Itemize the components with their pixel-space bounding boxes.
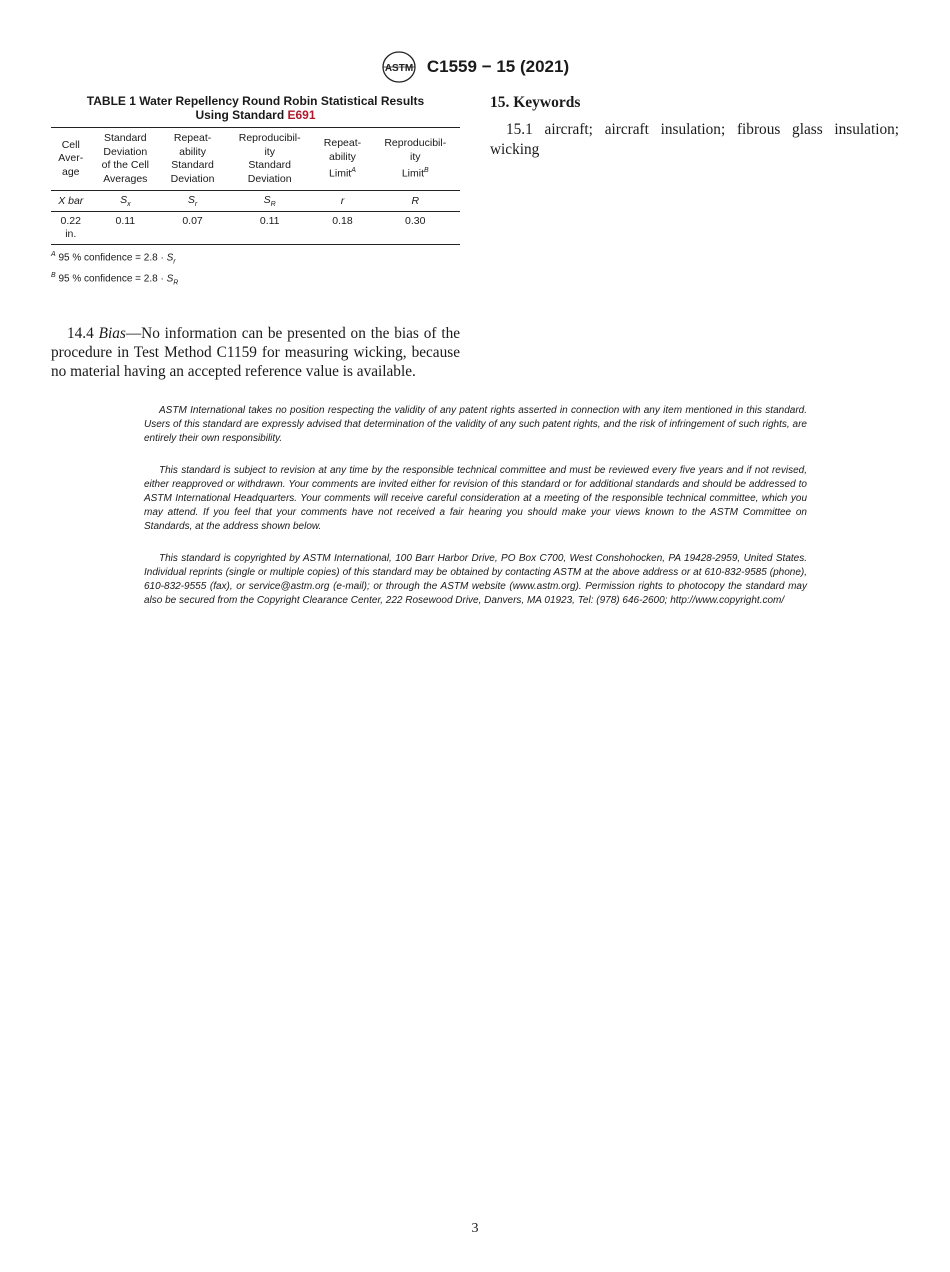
svg-text:ASTM: ASTM	[384, 63, 414, 74]
page-number: 3	[471, 1221, 479, 1236]
keywords-heading: 15. Keywords	[490, 94, 581, 111]
astm-logo-icon	[381, 50, 417, 84]
legal-notices	[144, 404, 807, 627]
footnote-b: $^B$ 95 % confidence = $2.8 \cdot S_R$	[51, 272, 179, 287]
patent-notice: ASTM International takes no position respecting the validity of any patent rights asserted in connection with any item mentioned in this standard. Users of this standard are expressly advised that determination of the validity of any such patent rights, and the risk of infringement of such rights, are entirely their own responsibility.	[144, 405, 807, 444]
table-row: 0.22 in. 0.11 0.07 0.11 0.18 0.30	[60, 215, 426, 241]
page-header	[0, 50, 950, 84]
revision-notice: This standard is subject to revision at any time by the responsible technical committee and must be reviewed every five years and if not revised, either reapproved or withdrawn. Your comments are invited either for revision of this standard or for additional standards and should be addressed to ASTM International Headquarters. Your comments will receive careful consideration at a meeting of the responsible technical committee, which you may attend. If you feel that your comments have not received a fair hearing you should make your views known to the ASTM Committee on Standards, at the address shown below.	[144, 465, 807, 532]
col-repeatability-sd: Repeat- ability Standard Deviation	[170, 132, 215, 185]
table-caption: TABLE 1 Water Repellency Round Robin Statistical Results Using Standard E691	[86, 94, 425, 122]
statistics-table	[51, 127, 460, 245]
col-std-dev: Standard Deviation of the Cell Averages	[101, 132, 149, 185]
table-symbol-row: X bar $S_x$ $S_r$ $S_R$ r R	[51, 191, 460, 212]
e691-link[interactable]: E691	[287, 108, 316, 122]
col-repeatability-limit: Repeat- ability Limit$^A$	[323, 137, 362, 180]
bias-paragraph: 14.4 Bias—No information can be presented on the bias of the procedure in Test Method C1159 for measuring wicking, because no material having an accepted reference value is available.	[51, 324, 461, 380]
table-header-row	[51, 128, 460, 191]
right-column	[490, 94, 899, 160]
col-reproducibility-limit: Reproducibil- ity Limit$^B$	[384, 137, 447, 180]
col-reproducibility-sd: Reproducibil- ity Standard Deviation	[238, 132, 301, 185]
col-cell-average: Cell Aver- age	[58, 138, 84, 178]
copyright-notice: This standard is copyrighted by ASTM International, 100 Barr Harbor Drive, PO Box C700, West Conshohocken, PA 19428-2959, United States. Individual reprints (single or multiple copies) of this standard may be obtained by contacting ASTM at the above address or at 610-832-9585 (phone), 610-832-9555 (fax), or service@astm.org (e-mail); or through the ASTM website (www.astm.org). Permission rights to photocopy the standard may also be secured from the Copyright Clearance Center, 222 Rosewood Drive, Danvers, MA 01923, Tel: (978) 646-2600; http://www.copyright.com/	[144, 553, 807, 606]
standard-designation: C1559 − 15 (2021)	[426, 57, 570, 76]
footnote-a: $^A$ 95 % confidence = $2.8 \cdot S_r$	[51, 251, 176, 266]
table-footnotes	[51, 248, 460, 291]
keywords-paragraph: 15.1 aircraft; aircraft insulation; fibrous glass insulation; wicking	[490, 121, 899, 158]
left-column	[51, 94, 460, 381]
